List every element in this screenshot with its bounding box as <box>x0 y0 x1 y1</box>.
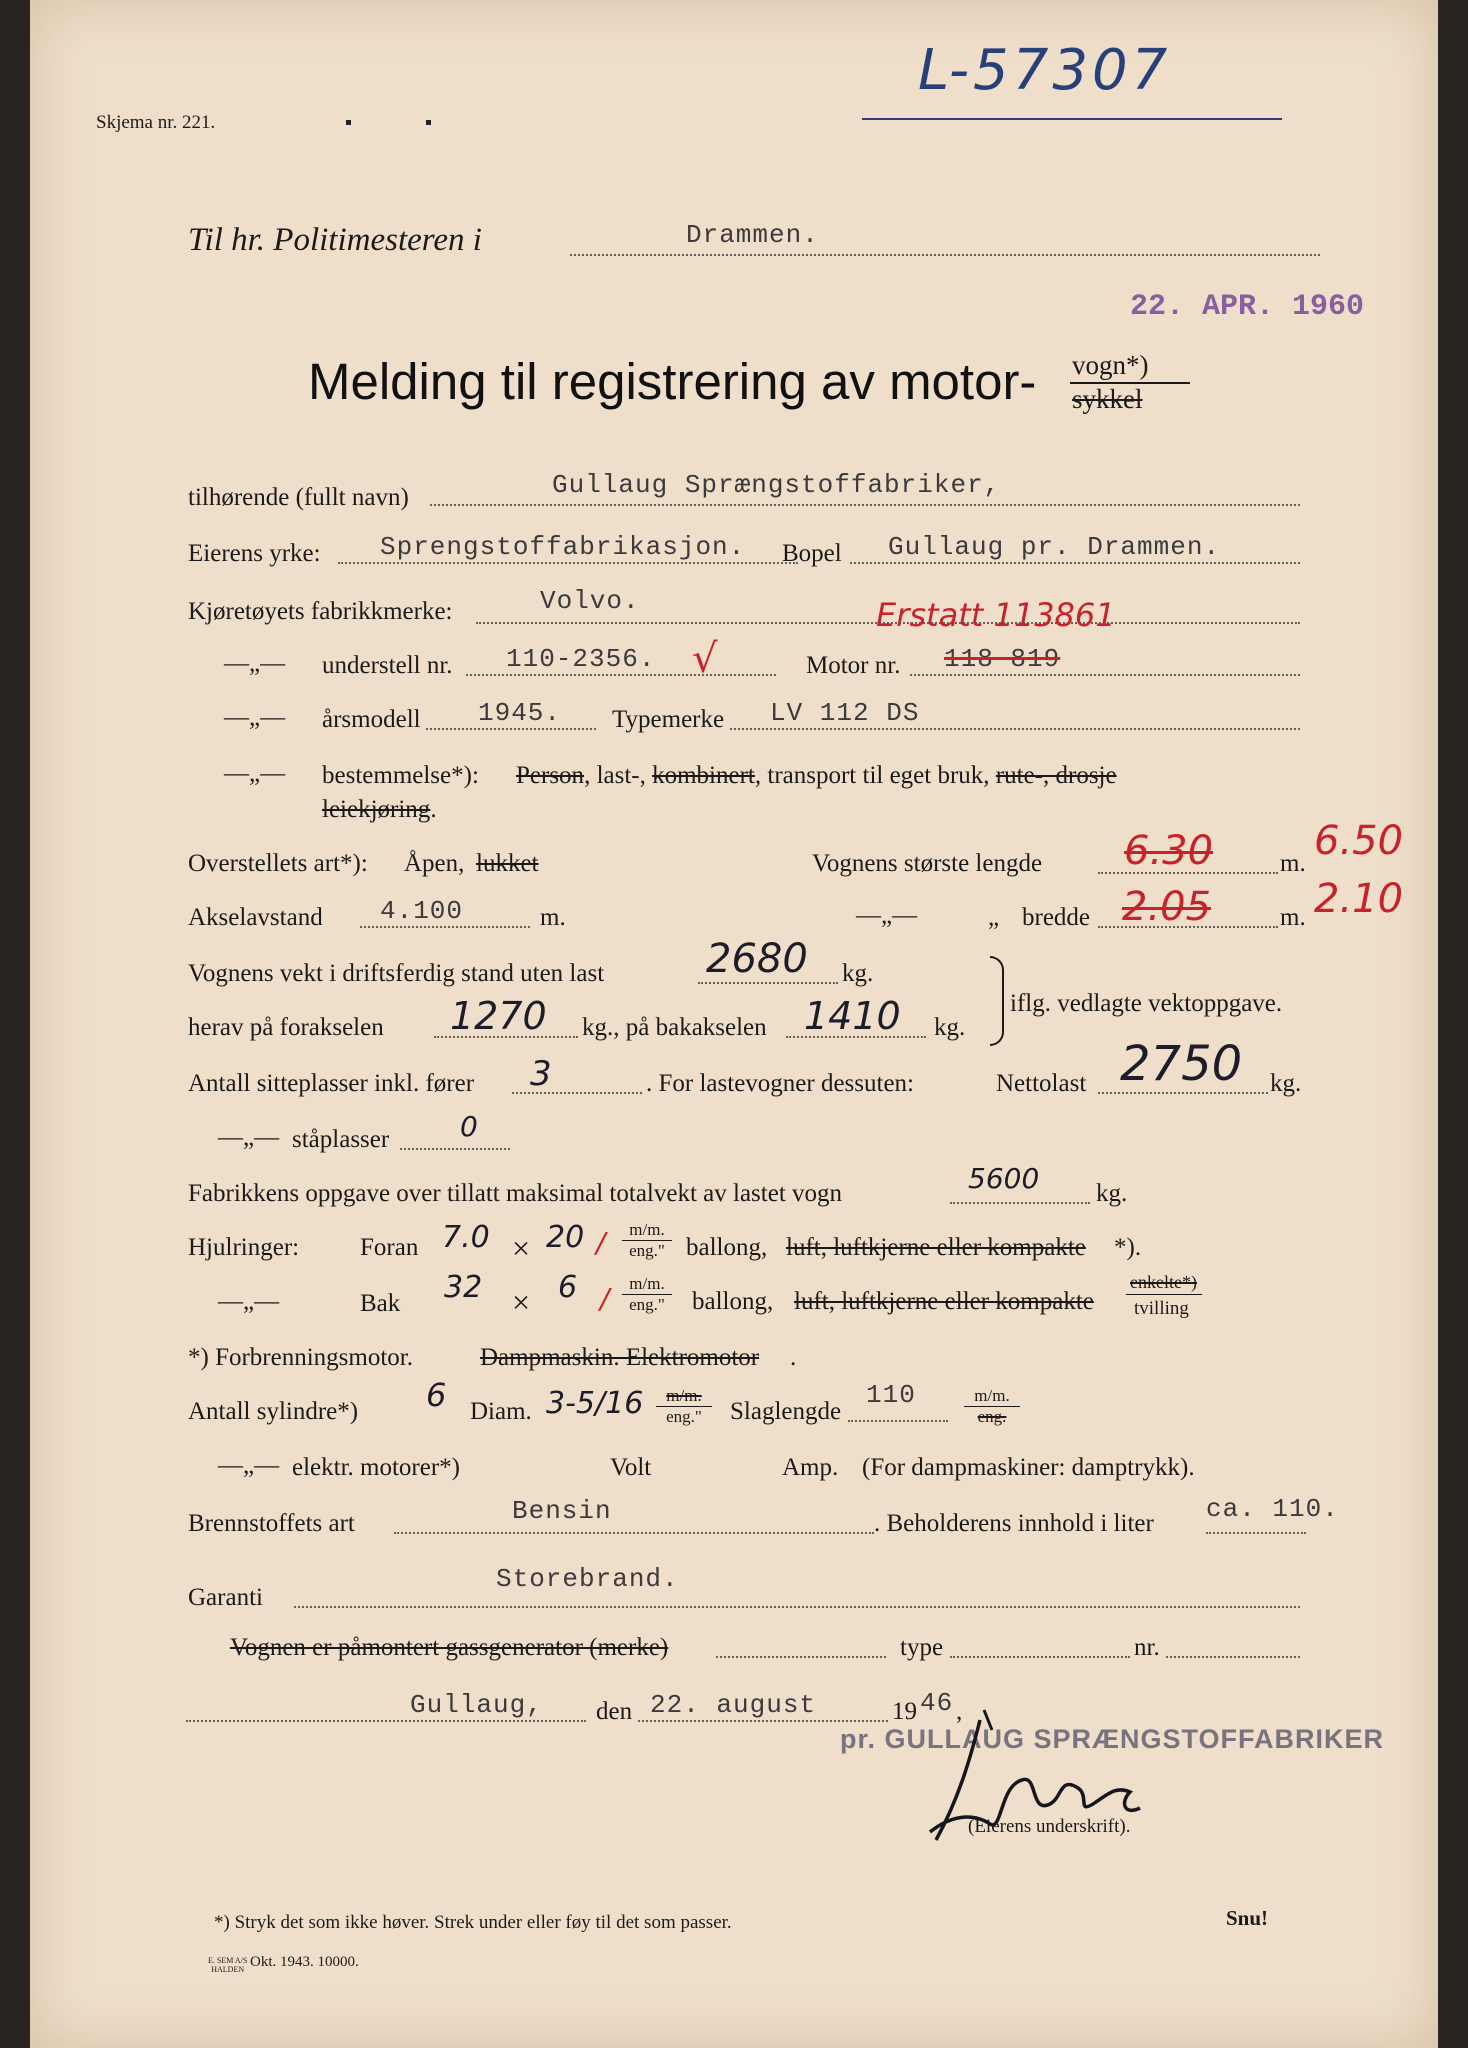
ballong-front: ballong, <box>686 1234 768 1261</box>
wheels-front-struck: luft, luftkjerne eller kompakte <box>786 1234 1086 1261</box>
purpose-person: Person <box>516 762 585 789</box>
stroke-line <box>848 1420 948 1422</box>
wheels-front-a: 7.0 <box>442 1220 490 1255</box>
wheels-front-end: *). <box>1114 1234 1142 1261</box>
ditto-mark: —„— <box>218 1288 280 1315</box>
fuel-value: Bensin <box>512 1496 612 1526</box>
red-mark: / <box>600 1282 610 1315</box>
guarantee-line <box>294 1606 1300 1608</box>
gas-nr-line <box>1166 1656 1300 1658</box>
purpose-rute: rute-, drosje <box>995 762 1117 789</box>
chassis-label: understell nr. <box>322 652 453 679</box>
body-label: Overstellets art*): <box>188 850 368 877</box>
ballong-rear: ballong, <box>692 1288 774 1315</box>
width-new: 2.10 <box>1314 876 1404 922</box>
length-old: 6.30 <box>1124 828 1214 874</box>
body-closed: lukket <box>476 850 539 877</box>
gas-generator-line <box>716 1656 886 1658</box>
width-old: 2.05 <box>1122 884 1212 930</box>
engine-type-label: *) Forbrenningsmotor. <box>188 1344 413 1371</box>
chassis-line <box>466 674 776 676</box>
stroke-unit: m/m. eng. <box>964 1386 1020 1427</box>
purpose-leie: leiekjøring. <box>322 796 437 823</box>
title-option-sykkel: sykkel <box>1072 384 1143 414</box>
tank-value: ca. 110. <box>1206 1494 1339 1524</box>
max-weight-label: Fabrikkens oppgave over tillatt maksimal totalvekt av lastet vogn <box>188 1180 843 1207</box>
engine-type-end: . <box>790 1344 797 1371</box>
ditto-mark: —„— <box>218 1124 280 1151</box>
seats-label: Antall sitteplasser inkl. fører <box>188 1070 475 1097</box>
front-axle-value: 1270 <box>450 994 547 1038</box>
wheels-front-unit: m/m. eng." <box>622 1220 672 1261</box>
axle-label: Akselavstand <box>188 904 323 931</box>
addressee-value: Drammen. <box>686 220 819 250</box>
residence-label: Bopel <box>782 540 842 567</box>
model-year-line <box>426 728 596 730</box>
cylinders-label: Antall sylindre*) <box>188 1398 359 1425</box>
gas-nr-label: nr. <box>1134 1634 1160 1661</box>
weight-unit: kg. <box>842 960 874 987</box>
stroke-label: Slaglengde <box>730 1398 842 1425</box>
amp-label: Amp. <box>782 1454 839 1481</box>
diameter-label: Diam. <box>470 1398 532 1425</box>
residence-line <box>850 562 1300 564</box>
addressee-label: Til hr. Politimesteren i <box>188 222 482 258</box>
registration-form <box>30 0 1438 2048</box>
addressee-line <box>570 254 1320 256</box>
width-unit: m. <box>1280 904 1306 931</box>
ditto-mark: —„— <box>218 1452 280 1479</box>
reference-number: L-57307 <box>918 38 1172 103</box>
motor-value: 118-819 <box>944 644 1061 674</box>
times-sign: × <box>512 1284 531 1320</box>
cylinders-value: 6 <box>426 1376 447 1414</box>
form-title: Melding til registrering av motor- <box>308 353 1037 410</box>
standing-line <box>400 1148 510 1150</box>
model-year-value: 1945. <box>478 698 562 728</box>
date-den: den <box>596 1698 633 1725</box>
type-label: Typemerke <box>612 706 725 733</box>
weight-line <box>698 982 838 984</box>
title-option-vogn: vogn*) <box>1072 350 1149 380</box>
net-load-label: Nettolast <box>996 1070 1087 1097</box>
make-label: Kjøretøyets fabrikkmerke: <box>188 598 453 625</box>
diameter-value: 3-5/16 <box>546 1386 644 1421</box>
occupation-value: Sprengstoffabrikasjon. <box>380 532 746 562</box>
form-number: Skjema nr. 221. <box>96 112 216 133</box>
diameter-unit: m/m. eng." <box>656 1386 712 1427</box>
printer-edition: Okt. 1943. 10000. <box>250 1954 359 1970</box>
body-open: Åpen, <box>404 850 465 877</box>
guarantee-value: Storebrand. <box>496 1564 679 1594</box>
wheels-rear-label: Bak <box>360 1290 401 1317</box>
brace <box>990 956 1004 1046</box>
wheels-label: Hjulringer: <box>188 1234 300 1261</box>
company-stamp: pr. GULLAUG SPRÆNGSTOFFABRIKER <box>840 1724 1385 1754</box>
wheels-fraction-line <box>1126 1294 1202 1295</box>
seats-extra: . For lastevogner dessuten: <box>646 1070 915 1097</box>
date-line <box>638 1720 888 1722</box>
purpose-label: bestemmelse*): <box>322 762 479 789</box>
max-weight-line <box>950 1202 1090 1204</box>
tank-label: . Beholderens innhold i liter <box>874 1510 1154 1537</box>
wheels-front-b: 20 <box>546 1220 585 1255</box>
stroke-value: 110 <box>866 1380 916 1410</box>
volt-label: Volt <box>610 1454 652 1481</box>
wheels-rear-struck: luft, luftkjerne eller kompakte <box>794 1288 1094 1315</box>
model-year-label: årsmodell <box>322 706 421 733</box>
footnote: *) Stryk det som ikke høver. Strek under eller føy til det som passer. <box>214 1912 732 1933</box>
date-comma: , <box>956 1698 963 1725</box>
type-line <box>730 728 1300 730</box>
ditto-mark: —„— <box>224 760 286 787</box>
make-note: Erstatt 113861 <box>876 596 1116 634</box>
red-mark: / <box>596 1226 606 1259</box>
weight-label: Vognens vekt i driftsferdig stand uten last <box>188 960 605 987</box>
front-axle-label: herav på forakselen <box>188 1014 384 1041</box>
signature-caption: (Eierens underskrift). <box>968 1816 1131 1837</box>
width-label: bredde <box>1022 904 1091 931</box>
max-weight-value: 5600 <box>968 1162 1040 1195</box>
wheels-rear-b: 6 <box>558 1270 578 1305</box>
fuel-label: Brennstoffets art <box>188 1510 355 1537</box>
max-weight-unit: kg. <box>1096 1180 1128 1207</box>
place-value: Gullaug, <box>410 1690 543 1720</box>
axle-line <box>360 926 530 928</box>
year-prefix: 19 <box>892 1698 917 1725</box>
gas-generator-struck: Vognen er påmontert gassgenerator (merke) <box>230 1634 669 1661</box>
dot-mark <box>346 120 351 125</box>
standing-label: ståplasser <box>292 1126 390 1153</box>
rear-axle-unit: kg. <box>934 1014 966 1041</box>
year-suffix: 46 <box>920 1688 954 1718</box>
gas-type-label: type <box>900 1634 944 1661</box>
turn-over: Snu! <box>1226 1906 1269 1930</box>
wheels-rear-unit: m/m. eng." <box>622 1274 672 1315</box>
length-label: Vognens største lengde <box>812 850 1043 877</box>
axle-value: 4.100 <box>380 896 464 926</box>
wheels-single: enkelte*) <box>1130 1272 1197 1292</box>
owner-value: Gullaug Sprængstoffabriker, <box>552 470 1001 500</box>
fuel-line <box>394 1532 874 1534</box>
occupation-label: Eierens yrke: <box>188 540 321 567</box>
weight-value: 2680 <box>706 936 808 982</box>
wheels-twin: tvilling <box>1134 1298 1189 1319</box>
owner-label: tilhørende (fullt navn) <box>188 484 409 511</box>
place-line <box>186 1720 586 1722</box>
chassis-value: 110-2356. <box>506 644 656 674</box>
electric-label: elektr. motorer*) <box>292 1454 460 1481</box>
motor-label: Motor nr. <box>806 652 901 679</box>
net-load-unit: kg. <box>1270 1070 1302 1097</box>
purpose-last: , last-, <box>584 762 653 789</box>
purpose-transport: , transport til eget bruk, <box>754 762 996 789</box>
printer-mark: E. SEM A/S HALDEN <box>208 1956 248 1974</box>
wheels-front-label: Foran <box>360 1234 419 1261</box>
ditto-mark: —„— <box>224 704 286 731</box>
times-sign: × <box>512 1230 531 1266</box>
engine-type-struck: Dampmaskin. Elektromotor <box>480 1344 760 1371</box>
residence-value: Gullaug pr. Drammen. <box>888 532 1221 562</box>
ditto-mark: —„— <box>856 902 918 929</box>
type-value: LV 112 DS <box>770 698 920 728</box>
dot-mark <box>426 120 431 125</box>
guarantee-label: Garanti <box>188 1584 263 1611</box>
purpose-options <box>516 762 1117 790</box>
axle-unit: m. <box>540 904 566 931</box>
purpose-kombinert: kombinert <box>652 762 755 789</box>
gas-type-line <box>950 1656 1130 1658</box>
owner-line <box>430 504 1300 506</box>
ditto-quote: „ <box>988 904 1000 931</box>
date-stamp: 22. APR. 1960 <box>1130 290 1365 324</box>
make-value: Volvo. <box>540 586 640 616</box>
wheels-rear-a: 32 <box>444 1270 483 1305</box>
seats-value: 3 <box>530 1054 552 1094</box>
check-mark: √ <box>692 636 718 682</box>
motor-line <box>910 674 1300 676</box>
steam-label: (For dampmaskiner: damptrykk). <box>862 1454 1195 1481</box>
weight-note: iflg. vedlagte vektoppgave. <box>1010 990 1283 1017</box>
tank-line <box>1206 1532 1306 1534</box>
length-new: 6.50 <box>1314 818 1404 864</box>
rear-axle-label: kg., på bakakselen <box>582 1014 767 1041</box>
date-value: 22. august <box>650 1690 817 1720</box>
net-load-value: 2750 <box>1120 1036 1243 1092</box>
rear-axle-value: 1410 <box>804 994 901 1038</box>
standing-value: 0 <box>460 1110 478 1143</box>
length-unit: m. <box>1280 850 1306 877</box>
occupation-line <box>338 562 798 564</box>
net-load-line <box>1098 1092 1268 1094</box>
ditto-mark: —„— <box>224 650 286 677</box>
reference-underline <box>862 118 1282 120</box>
